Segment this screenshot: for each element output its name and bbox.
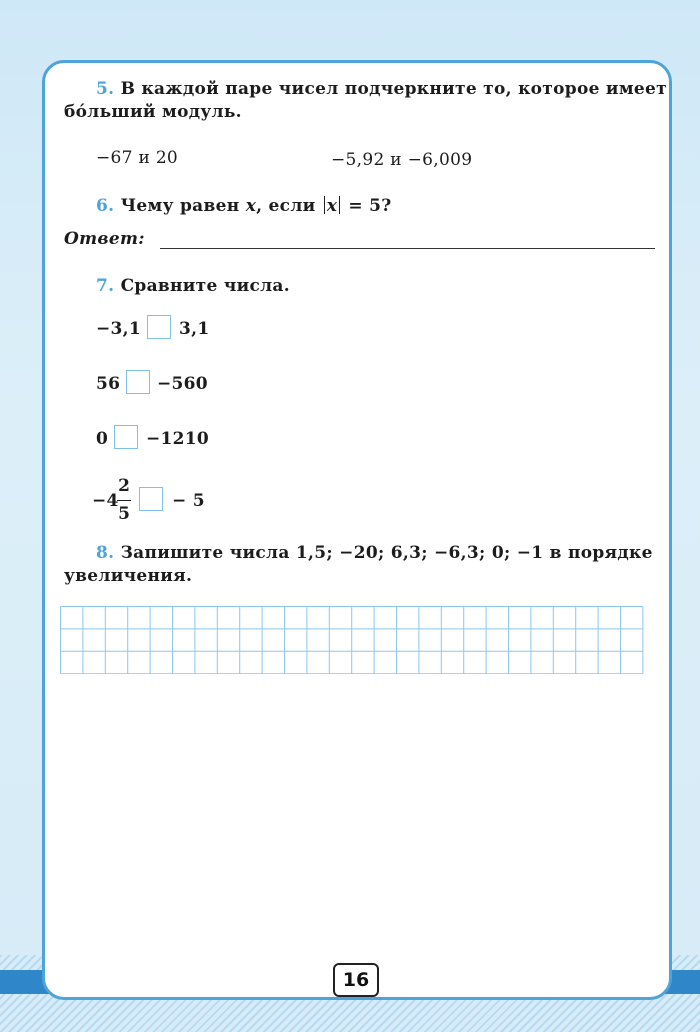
task7-row3-right: −1210 bbox=[146, 429, 210, 449]
task7-row2-compare-box[interactable] bbox=[126, 370, 150, 394]
task5-pair1[interactable]: −67 и 20 bbox=[96, 148, 179, 168]
task7-row4-numerator: 2 bbox=[118, 476, 130, 496]
abs-bar-right bbox=[339, 196, 340, 214]
task7-row4-right: − 5 bbox=[172, 491, 205, 511]
task8-answer-grid[interactable] bbox=[60, 606, 660, 674]
task8-text-line1: Запишите числа 1,5; −20; 6,3; −6,3; 0; −1 в порядке bbox=[120, 543, 653, 563]
task5-number: 5. bbox=[96, 79, 115, 99]
task6-answer-label: Ответ: bbox=[64, 229, 145, 249]
task7-row4-whole: −4 bbox=[92, 491, 119, 511]
task7-row4-compare-box[interactable] bbox=[139, 487, 163, 511]
task6-number: 6. bbox=[96, 196, 115, 216]
task6-text-after: = 5? bbox=[348, 196, 392, 216]
task8-text-line2: увеличения. bbox=[64, 566, 193, 586]
task7-row4-denominator: 5 bbox=[118, 504, 130, 524]
task8-line1 bbox=[96, 543, 653, 563]
task7-number: 7. bbox=[96, 276, 115, 296]
task6-var-x: x bbox=[245, 196, 257, 216]
task7-row2-left: 56 bbox=[96, 374, 121, 394]
task7-row4-fraction-bar bbox=[117, 500, 131, 501]
task7-row1-left: −3,1 bbox=[96, 319, 142, 339]
task7-row3-compare-box[interactable] bbox=[114, 425, 138, 449]
task6-abs-x: x bbox=[326, 196, 338, 216]
task7-text: Сравните числа. bbox=[120, 276, 290, 296]
task7-line bbox=[96, 276, 290, 296]
task6-text-mid: , если bbox=[256, 196, 316, 216]
page-number: 16 bbox=[333, 963, 379, 997]
abs-bar-left bbox=[324, 196, 325, 214]
task5-text-line2: бо́льший модуль. bbox=[64, 102, 242, 122]
task6-line bbox=[96, 196, 392, 216]
task6-answer-line[interactable] bbox=[160, 248, 655, 249]
task6-text-before: Чему равен bbox=[120, 196, 240, 216]
task7-row1-compare-box[interactable] bbox=[147, 315, 171, 339]
task5-line1 bbox=[96, 79, 667, 99]
task5-pair2[interactable]: −5,92 и −6,009 bbox=[331, 150, 473, 170]
task7-row2-right: −560 bbox=[157, 374, 208, 394]
task7-row1-right: 3,1 bbox=[179, 319, 210, 339]
task5-text-line1: В каждой паре чисел подчеркните то, которое имеет bbox=[120, 79, 667, 99]
task8-number: 8. bbox=[96, 543, 115, 563]
task7-row3-left: 0 bbox=[96, 429, 109, 449]
